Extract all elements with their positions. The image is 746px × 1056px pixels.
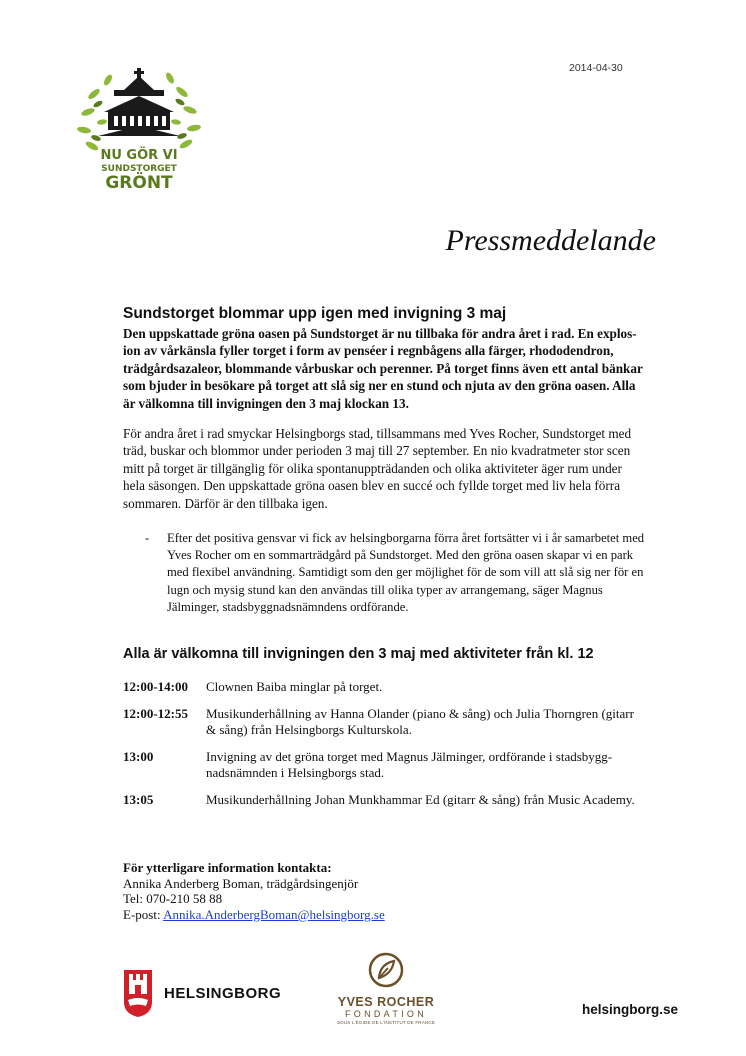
yves-rocher-leaf-icon: [368, 952, 404, 988]
contact-email-row: [123, 907, 385, 923]
yves-rocher-fondation: FONDATION: [344, 1009, 428, 1019]
contact-heading: För ytterligare information kontakta:: [123, 860, 332, 875]
quote-text: Efter det positiva gensvar vi fick av helsingborgarna förra året fortsätter vi i år samarbetet med Yves Rocher om en sommarträdgård på Sundstorget. Med den gröna oasen skapar vi en park med flexibel användning. Samtidigt som den ger möjlighet för de som vill att slå sig ner för en lugn och mysig stund kan den användas till olika typer av arrangemang, säger Magnus Jälminger, stadsbyggnadsnämndens ordförande.: [167, 531, 645, 614]
yves-rocher-name: YVES ROCHER: [337, 995, 435, 1009]
schedule-list: [123, 679, 643, 818]
logo-line-2: SUNDSTORGET: [101, 164, 177, 174]
logo-line-1: NU GÖR VI: [100, 148, 178, 163]
schedule-time: 12:00-12:55: [123, 705, 188, 721]
schedule-row: [123, 679, 643, 696]
yves-rocher-subtitle: SOUS L'ÉGIDE DE L'INSTITUT DE FRANCE: [336, 1020, 436, 1025]
schedule-time: 13:00: [123, 748, 154, 764]
yves-rocher-fondation-logo: [330, 952, 442, 1025]
quote-dash: -: [145, 531, 150, 545]
logo-line-3: GRÖNT: [105, 173, 173, 193]
schedule-row: [123, 706, 643, 739]
body-paragraph: För andra året i rad smyckar Helsingborgs stad, tillsammans med Yves Rocher, Sundstorget med träd, buskar och blommor under perioden 3 maj till 27 september. En nio kvadratmeter stor scen mitt på torget är tillgänglig för olika spontanuppträdanden och olika aktiviteter äger rum under hela säsongen. Den uppskattade gröna oasen blev en succé och fyllde torget med liv hela förra sommaren. Därför är den tillbaka igen.: [123, 426, 632, 511]
lead-paragraph: Den uppskattade gröna oasen på Sundstorget är nu tillbaka för andra året i rad. En explos-ion av vårkänsla fyller torget i form av penséer i regnbågens alla färger, rhododendron, trädgårdsazaleor, blommande vårbuskar och perenner. På torget finns även ett antal bänkar som bjuder in besökare på torget att slå sig ner en stund och njuta av den gröna oasen. Alla är välkomna till invigningen den 3 maj klockan 13.: [123, 326, 643, 411]
contact-name: Annika Anderberg Boman, trädgårdsingenjör: [123, 875, 359, 891]
date: 2014-04-30: [569, 62, 623, 74]
contact-email-link[interactable]: Annika.AnderbergBoman@helsingborg.se: [163, 906, 385, 922]
sundstorget-pavilion-logo: [74, 64, 204, 196]
contact-phone: Tel: 070-210 58 88: [123, 891, 223, 907]
quote-block: [145, 530, 645, 616]
contact-email-label: E-post:: [123, 906, 164, 922]
website-link[interactable]: helsingborg.se: [581, 1002, 678, 1017]
schedule-activity: Musikunderhållning av Hanna Olander (piano & sång) och Julia Thorngren (gitarr & sång) från Helsingborgs Kulturskola.: [206, 705, 634, 737]
helsingborg-logo: [122, 968, 281, 1018]
schedule-time: 12:00-14:00: [123, 679, 188, 694]
schedule-row: [123, 749, 643, 782]
schedule-time: 13:05: [123, 791, 154, 807]
schedule-row: [123, 792, 643, 809]
schedule-activity: Invigning av det gröna torget med Magnus Jälminger, ordförande i stadsbygg-nadsnämnden i Helsingborgs stad.: [206, 748, 613, 780]
contact-block: [123, 860, 385, 922]
document-type: Pressmeddelande: [445, 224, 656, 257]
helsingborg-logo-text: HELSINGBORG: [164, 984, 282, 1002]
schedule-activity: Clownen Baiba minglar på torget.: [206, 679, 383, 694]
schedule-heading: Alla är välkomna till invigningen den 3 maj med aktiviteter från kl. 12: [123, 646, 594, 662]
helsingborg-crest-icon: [122, 968, 154, 1018]
headline: Sundstorget blommar upp igen med invigning 3 maj: [123, 305, 507, 322]
schedule-activity: Musikunderhållning Johan Munkhammar Ed (gitarr & sång) från Music Academy.: [206, 791, 635, 807]
